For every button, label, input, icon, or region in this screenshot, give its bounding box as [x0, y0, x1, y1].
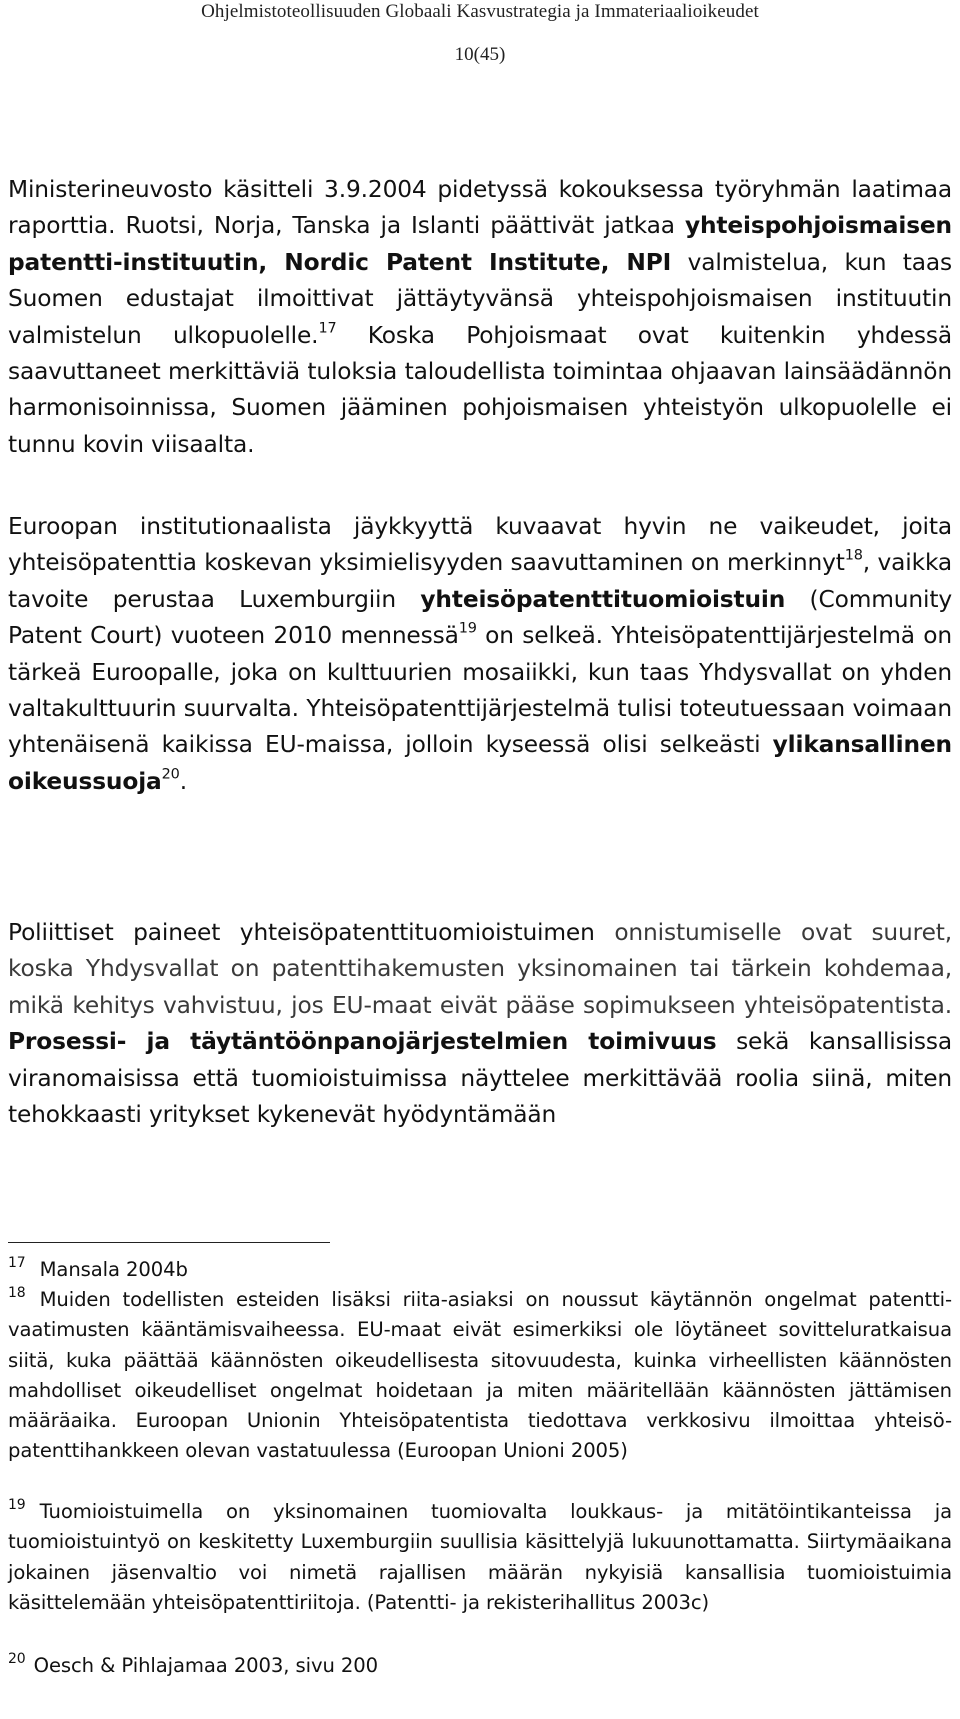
- text-run: onnistumiselle ovat suuret, koska Yhdysvallat on patenttihakemusten yksinomainen tai tärkein kohdemaa, mikä kehitys vahvistuu, jos EU-maat eivät pääse sopimukseen yhteisöpatentista.: [8, 919, 952, 1019]
- footnote-text: Muiden todellisten esteiden lisäksi riita-asiaksi on noussut käytännön ongelmat patentti-vaatimusten kääntämisvaiheessa. EU-maat eivät esimerkiksi ole löytäneet sovitteluratkaisua siitä, kuka päättää käännösten oikeudellisesta sitovuudesta, kuinka virheellisten käännösten mahdolliset oikeudelliset ongelmat hoidetaan ja miten määritellään käännösten jättämisen määräaika. Euroopan Unionin Yhteisöpatentista tiedottava verkkosivu ilmoittaa yhteisö-patenttihankkeen olevan vastatuulessa (Euroopan Unioni 2005): [8, 1288, 952, 1463]
- footnote-ref-17: 17: [318, 320, 337, 337]
- paragraph-political-pressure: [8, 915, 952, 1133]
- footnote-text: Oesch & Pihlajamaa 2003, sivu 200: [33, 1654, 379, 1677]
- footnote-number: 19: [8, 1497, 26, 1513]
- text-run: , vaikka tavoite perustaa Luxemburgiin: [8, 549, 952, 613]
- bold-term: Prosessi- ja täytäntöönpanojärjestelmien toimivuus: [8, 1028, 717, 1056]
- footnote-number: 20: [8, 1651, 26, 1667]
- footnote-ref-18: 18: [844, 548, 863, 565]
- footnote-number: 18: [8, 1285, 26, 1301]
- bold-term: yhteisöpatenttituomioistuin: [420, 585, 786, 613]
- text-run: sekä kansallisissa viranomaisissa että tuomioistuimissa näyttelee merkittävää roolia siinä, miten tehokkaasti yritykset kykenevät hyödyntämään: [8, 1028, 952, 1129]
- text-run: (Community Patent Court) vuoteen 2010 mennessä: [8, 585, 952, 650]
- text-run: on selkeä. Yhteisöpatenttijärjestelmä on tärkeä Euroopalle, joka on kulttuurien mosaiikki, kun taas Yhdysvallat on yhden valtakulttuurin suurvalta. Yhteisöpatenttijärjestelmä tulisi toteutuessaan voimaan yhtenäisenä kaikissa EU-maissa, jolloin kyseessä olisi selkeästi: [8, 622, 952, 759]
- footnote-20: [8, 1651, 952, 1681]
- text-run: Koska Pohjoismaat ovat kuitenkin yhdessä saavuttaneet merkittäviä tuloksia taloudellista toimintaa ohjaavan lainsäädännön harmonisoinnissa, Suomen jääminen pohjoismaisen yhteistyön ulkopuolelle ei tunnu kovin viisaalta.: [8, 321, 952, 458]
- bold-term: ylikansallinen oikeussuoja: [8, 731, 952, 795]
- document-title: Ohjelmistoteollisuuden Globaali Kasvustrategia ja Immateriaalioikeudet: [201, 1, 759, 22]
- footnote-18: [8, 1285, 952, 1467]
- bold-term: yhteispohjoismaisen patentti-instituutin, Nordic Patent Institute, NPI: [8, 212, 952, 276]
- text-run: valmistelua, kun taas Suomen edustajat ilmoittivat jättäytyvänsä yhteispohjoismaisen instituutin valmistelun ulkopuolelle.: [8, 248, 952, 349]
- footnote-ref-19: 19: [458, 620, 477, 637]
- footnote-17: [8, 1255, 952, 1285]
- text-run: Euroopan institutionaalista jäykkyyttä kuvaavat hyvin ne vaikeudet, joita yhteisöpatenttia koskevan yksimielisyyden saavuttaminen on merkinnyt: [8, 513, 952, 577]
- footnote-19: [8, 1497, 952, 1618]
- footnote-text: Mansala 2004b: [39, 1258, 188, 1281]
- text-run: Poliittiset paineet yhteisöpatenttituomioistuimen: [8, 919, 615, 946]
- text-run: .: [179, 767, 187, 795]
- page-number: 10(45): [454, 44, 506, 65]
- footnote-divider: [8, 1242, 330, 1243]
- footnote-ref-20: 20: [161, 766, 180, 783]
- paragraph-community-patent: [8, 509, 952, 800]
- paragraph-nordic-patent-institute: [8, 172, 952, 463]
- footnote-number: 17: [8, 1255, 26, 1271]
- text-run: Ministerineuvosto käsitteli 3.9.2004 pidetyssä kokouksessa työryhmän laatimaa raporttia. Ruotsi, Norja, Tanska ja Islanti päättivät jatkaa: [8, 176, 952, 240]
- footnote-text: Tuomioistuimella on yksinomainen tuomiovalta loukkaus- ja mitätöintikanteissa ja tuomioistuintyö on keskitetty Luxemburgiin suullisia käsittelyjä lukuunottamatta. Siirtymäaikana jokainen jäsenvaltio voi nimetä rajallisen määrän nykyisiä kansallisia tuomioistuimia käsittelemään yhteisöpatenttiriitoja. (Patentti- ja rekisterihallitus 2003c): [8, 1500, 952, 1614]
